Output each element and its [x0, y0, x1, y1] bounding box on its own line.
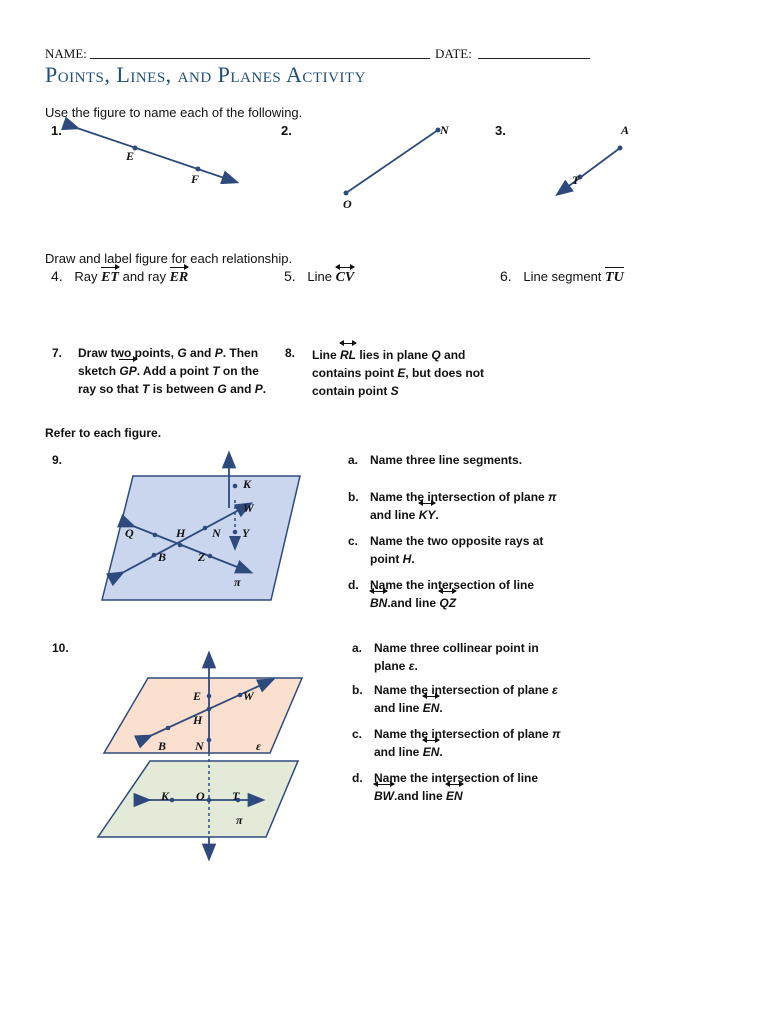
problem-4: 4. Ray ET and ray ER	[51, 268, 189, 285]
problem-5: 5. Line CV	[284, 268, 354, 286]
label-h: H	[193, 713, 203, 727]
label-z: Z	[198, 550, 206, 564]
question-10d: d. Name the intersection of line BW.and line EN	[352, 771, 539, 803]
figure-9	[0, 440, 330, 620]
point-e	[207, 694, 212, 699]
label-o: O	[196, 789, 205, 803]
ray-at	[558, 148, 620, 194]
problem-1-number: 1.	[51, 123, 62, 138]
problem-9-questions	[348, 451, 578, 612]
problem-6: 6. Line segment TU	[500, 268, 624, 285]
label-q: Q	[125, 526, 134, 540]
label-o: O	[343, 197, 352, 211]
problem-7-text: Draw two points, G and P. Then sketch GP. Add a point T on the ray so that T is between G and P.	[78, 346, 267, 396]
point-b	[152, 553, 157, 558]
point-q	[153, 533, 158, 538]
label-b: B	[158, 550, 167, 564]
label-h: H	[176, 526, 186, 540]
label-y: Y	[242, 526, 250, 540]
problem-10-number: 10.	[52, 641, 69, 655]
point-b	[166, 726, 171, 731]
question-10a: a. Name three collinear point in plane ε.	[352, 641, 539, 673]
label-w: W	[243, 501, 254, 515]
section1-instruction: Use the figure to name each of the following.	[45, 105, 303, 120]
point-o	[207, 798, 212, 803]
question-9c: c. Name the two opposite rays at point H.	[348, 534, 544, 566]
point-f	[196, 167, 201, 172]
page-title: Points, Lines, and Planes Activity	[45, 62, 366, 87]
label-t: T	[232, 789, 240, 803]
section2-instruction: Draw and label figure for each relationship.	[45, 251, 293, 266]
problem-2-number: 2.	[281, 123, 292, 138]
label-pi: π	[234, 575, 241, 589]
problem-9-number: 9.	[52, 453, 63, 467]
problem-3-number: 3.	[495, 123, 506, 138]
question-9b: b. Name the intersection of plane π and line KY.	[348, 490, 557, 522]
segment-no	[346, 130, 438, 193]
question-10c: c. Name the intersection of plane π and line EN.	[352, 727, 561, 759]
point-k	[233, 484, 238, 489]
problem-8-text: Line RL lies in plane Q and contains point E, but does not contain point S	[312, 346, 502, 400]
point-z	[208, 554, 213, 559]
line-ef	[77, 128, 236, 182]
label-f: F	[191, 172, 200, 186]
label-n: N	[195, 739, 204, 753]
section1-figures	[0, 0, 768, 230]
label-pi: π	[236, 813, 243, 827]
label-b: B	[158, 739, 167, 753]
question-9a: a. Name three line segments.	[348, 453, 523, 467]
date-label: DATE:	[435, 46, 472, 61]
problem-7-number: 7.	[52, 346, 63, 360]
problem-10-questions	[352, 639, 592, 805]
question-10b: b. Name the intersection of plane ε and line EN.	[352, 683, 558, 715]
point-a	[618, 146, 623, 151]
label-t: T	[572, 173, 580, 187]
label-a: A	[621, 123, 630, 137]
section3-instruction: Refer to each figure.	[45, 426, 162, 440]
point-h	[178, 543, 183, 548]
label-e: E	[126, 149, 135, 163]
problem-8-number: 8.	[285, 346, 296, 360]
label-epsilon: ε	[256, 739, 261, 753]
point-w	[238, 693, 243, 698]
point-k	[170, 798, 175, 803]
point-h	[207, 707, 212, 712]
question-9d: d. Name the intersection of line BN.and line QZ	[348, 578, 535, 610]
label-k: K	[243, 477, 252, 491]
point-n	[203, 526, 208, 531]
point-o	[344, 191, 349, 196]
point-n	[207, 738, 212, 743]
point-y	[233, 530, 238, 535]
label-k: K	[161, 789, 170, 803]
figure-10	[0, 640, 330, 865]
label-n: N	[440, 123, 449, 137]
name-label: NAME:	[45, 46, 87, 61]
label-e: E	[193, 689, 202, 703]
label-w: W	[243, 689, 254, 703]
label-n: N	[212, 526, 221, 540]
